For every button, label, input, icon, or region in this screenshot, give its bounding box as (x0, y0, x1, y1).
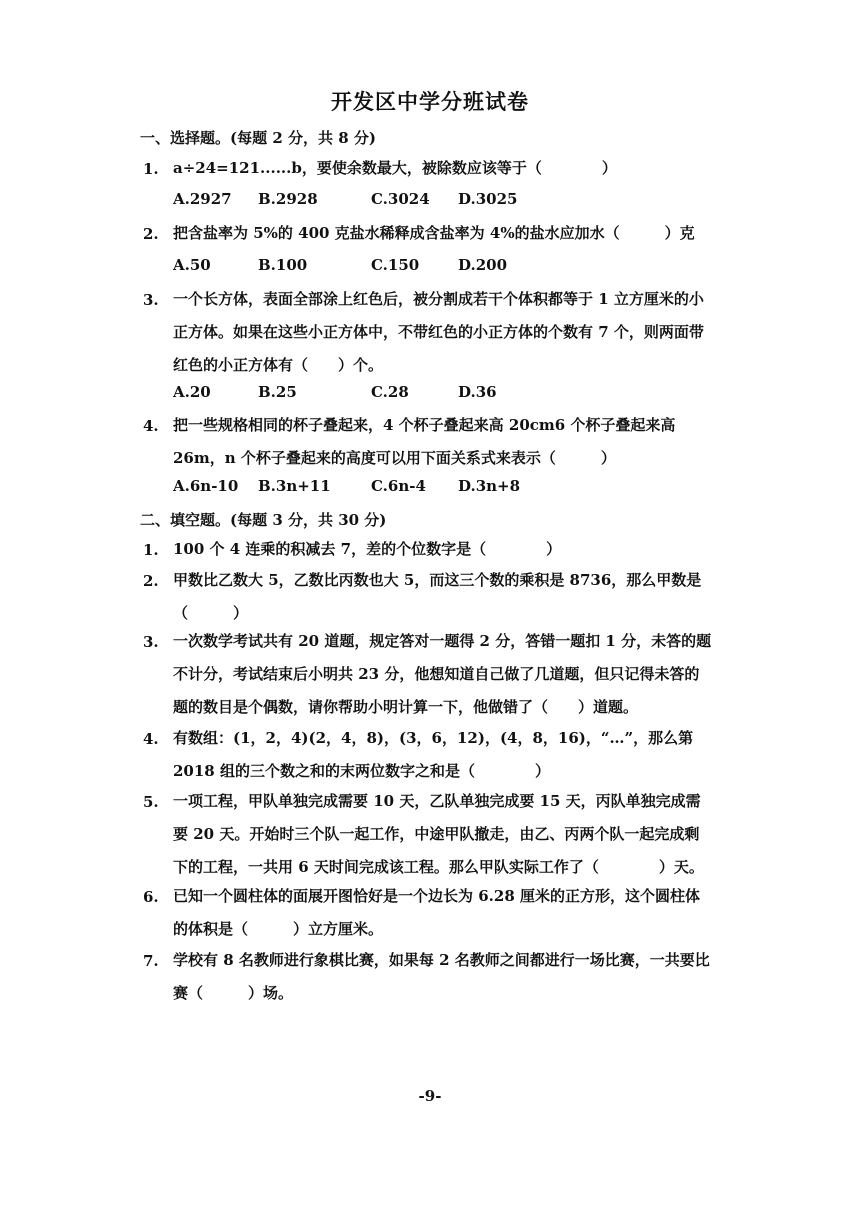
section-1-heading: 一、选择题。(每题 2 分，共 8 分) (140, 129, 376, 147)
s2-q6-text: 已知一个圆柱体的面展开图恰好是一个边长为 6.28 厘米的正方形，这个圆柱体的体积是（ ）立方厘米。 (173, 887, 700, 938)
s1-q3-option-a: A.20 (173, 383, 211, 401)
s1-q2-option-d: D.200 (458, 256, 508, 274)
s2-q6-number: 6. (143, 888, 159, 906)
s1-q2-option-b: B.100 (258, 256, 308, 274)
s2-q7-number: 7. (143, 952, 159, 970)
s1-q1-text: a÷24=121......b，要使余数最大，被除数应该等于（ ） (173, 159, 617, 177)
s1-q4-text: 把一些规格相同的杯子叠起来，4 个杯子叠起来高 20cm6 个杯子叠起来高 26m，n 个杯子叠起来的高度可以用下面关系式来表示（ ） (173, 416, 676, 467)
section-2-heading: 二、填空题。(每题 3 分，共 30 分) (140, 511, 387, 529)
s1-q4-option-a: A.6n-10 (173, 477, 239, 495)
exam-title: 开发区中学分班试卷 (331, 89, 529, 114)
s1-q2-option-a: A.50 (173, 256, 211, 274)
s1-q1-option-b: B.2928 (258, 190, 318, 208)
s1-q3-text: 一个长方体，表面全部涂上红色后，被分割成若干个体积都等于 1 立方厘米的小正方体。如果在这些小正方体中，不带红色的小正方体的个数有 7 个，则两面带红色的小正方体有（ ）个。 (173, 290, 704, 374)
s2-q1-number: 1. (143, 541, 159, 559)
s1-q4-number: 4. (143, 417, 159, 435)
s2-q5-text: 一项工程，甲队单独完成需要 10 天，乙队单独完成要 15 天，丙队单独完成需要 20 天。开始时三个队一起工作，中途甲队撤走，由乙、丙两个队一起完成剩下的工程，一共用 6 天时间完成该工程。那么甲队实际工作了（ ）天。 (173, 792, 704, 876)
s1-q4-option-d: D.3n+8 (458, 477, 521, 495)
s1-q2-text: 把含盐率为 5%的 400 克盐水稀释成含盐率为 4%的盐水应加水（ ）克 (173, 224, 695, 242)
s2-q7-text: 学校有 8 名教师进行象棋比赛，如果每 2 名教师之间都进行一场比赛，一共要比赛（ ）场。 (173, 951, 710, 1002)
s1-q3-option-c: C.28 (371, 383, 409, 401)
s1-q3-number: 3. (143, 291, 159, 309)
s1-q1-option-d: D.3025 (458, 190, 518, 208)
s1-q4-option-c: C.6n-4 (371, 477, 426, 495)
s1-q2-option-c: C.150 (371, 256, 420, 274)
s1-q3-option-b: B.25 (258, 383, 297, 401)
page-number: -9- (418, 1087, 442, 1105)
s1-q3-option-d: D.36 (458, 383, 497, 401)
s1-q2-number: 2. (143, 225, 159, 243)
s2-q4-number: 4. (143, 730, 159, 748)
s2-q2-text: 甲数比乙数大 5，乙数比丙数也大 5，而这三个数的乘积是 8736，那么甲数是（ ） (173, 571, 702, 622)
s2-q2-number: 2. (143, 572, 159, 590)
s2-q3-text: 一次数学考试共有 20 道题，规定答对一题得 2 分，答错一题扣 1 分，未答的题不计分，考试结束后小明共 23 分，他想知道自己做了几道题，但只记得未答的题的数目是个偶数，请你帮助小明计算一下，他做错了（ ）道题。 (173, 632, 712, 716)
s1-q4-option-b: B.3n+11 (258, 477, 331, 495)
s1-q1-number: 1. (143, 160, 159, 178)
s1-q1-option-a: A.2927 (173, 190, 232, 208)
s2-q5-number: 5. (143, 793, 159, 811)
s1-q1-option-c: C.3024 (371, 190, 430, 208)
s2-q1-text: 100 个 4 连乘的积减去 7，差的个位数字是（ ） (173, 540, 562, 558)
s2-q3-number: 3. (143, 633, 159, 651)
s2-q4-text: 有数组：(1，2，4)(2，4，8)，(3，6，12)，(4，8，16)，“…”，那么第 2018 组的三个数之和的末两位数字之和是（ ） (173, 729, 694, 780)
